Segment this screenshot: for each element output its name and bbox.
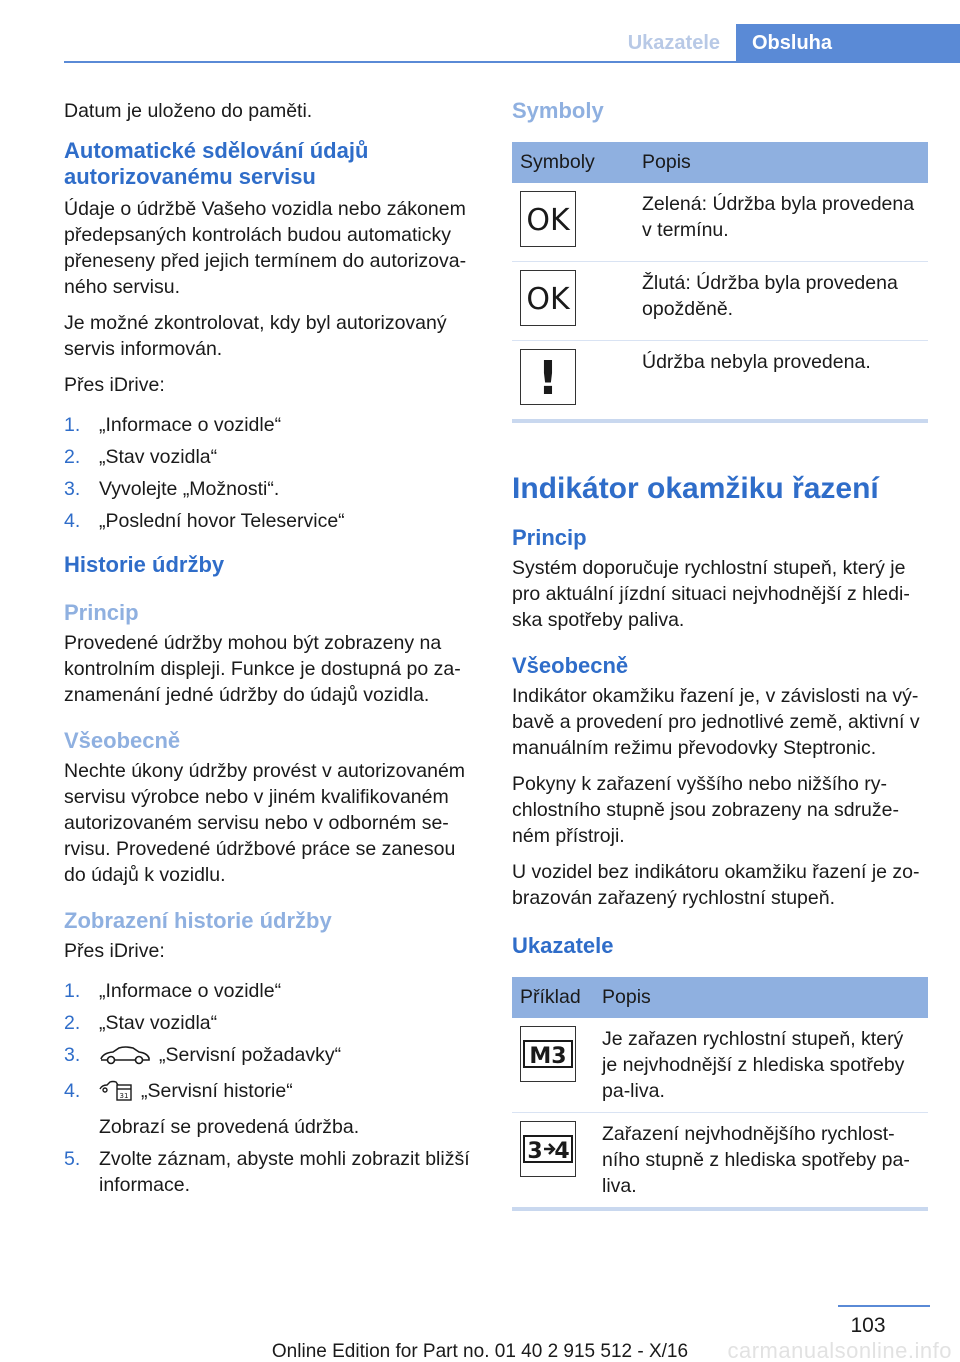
intro-text: Datum je uloženo do paměti. — [64, 100, 313, 122]
svg-text:OK: OK — [526, 282, 570, 317]
header-divider — [64, 61, 960, 63]
table-bottom-border — [512, 419, 928, 423]
via-idrive-2: Přes iDrive: — [64, 940, 165, 962]
svg-text:3: 3 — [527, 1139, 543, 1164]
auto-paragraph-2: Je možné zkontrolovat, kdy byl autorizovaný servis informován. — [64, 312, 447, 360]
gear-m3-icon — [520, 1026, 576, 1082]
heading-auto-notification: Automatické sdělování údajů autorizovanému servisu — [64, 138, 369, 189]
table-header-example: Příklad — [512, 977, 594, 1018]
princip-paragraph-left: Provedené údržby mohou být zobrazeny na kontrolním displeji. Funkce je dostupná po za-znamenání jedné údržby do údajů vozidla. — [64, 632, 461, 706]
svg-text:OK: OK — [526, 203, 570, 238]
heading-princip-left: Princip — [64, 600, 139, 625]
list-item: 2. „Stav vozidla“ — [64, 446, 218, 468]
list-item: 3. Vyvolejte „Možnosti“. — [64, 478, 280, 500]
table-header-description: Popis — [634, 142, 928, 183]
service-history-icon — [99, 1079, 133, 1108]
car-icon — [99, 1045, 151, 1072]
symbol-description: Zelená: Údržba byla provedena v termínu. — [634, 183, 928, 262]
princip-paragraph-right: Systém doporučuje rychlostní stupeň, který je pro aktuální jízdní situaci nejvhodnější z hledi-ska spotřeby paliva. — [512, 557, 910, 631]
list-item: 2. „Stav vozidla“ — [64, 1012, 218, 1034]
heading-princip-right: Princip — [512, 525, 587, 550]
table-header-row — [512, 142, 928, 183]
svg-text:31: 31 — [119, 1092, 129, 1100]
page-number-divider — [838, 1305, 930, 1307]
steps-list-2 — [64, 978, 478, 1198]
heading-maintenance-history: Historie údržby — [64, 552, 225, 577]
heading-displays: Ukazatele — [512, 933, 614, 958]
left-column — [64, 98, 478, 1208]
step-4-subtext: Zobrazí se provedená údržba. — [99, 1116, 360, 1138]
general-paragraph-right-3: U vozidel bez indikátoru okamžiku řazení je zo-brazován zařazený rychlostní stupeň. — [512, 861, 920, 909]
edition-footer: Online Edition for Part no. 01 40 2 915 512 - X/16 — [271, 1341, 689, 1362]
table-row — [512, 1018, 928, 1113]
list-item: 5. Zvolte záznam, abyste mohli zobrazit bližší informace. — [64, 1148, 470, 1196]
heading-shift-indicator: Indikátor okamžiku řazení — [512, 472, 879, 505]
table-header-description: Popis — [594, 977, 928, 1018]
table-row — [512, 183, 928, 262]
example-description: Zařazení nejvhodnějšího rychlost-ního stupně z hlediska spotřeby pa-liva. — [602, 1123, 910, 1197]
table-row — [512, 341, 928, 420]
table-row — [512, 1113, 928, 1208]
watermark: carmanualsonline.info — [727, 1338, 952, 1362]
page-number: 103 — [850, 1314, 886, 1337]
symbol-description: Údržba nebyla provedena. — [642, 351, 871, 373]
heading-general-right: Všeobecně — [512, 653, 629, 678]
heading-general-left: Všeobecně — [64, 728, 181, 753]
header-tab-ukazatele[interactable]: Ukazatele — [627, 32, 720, 54]
header-tab-obsluha[interactable]: Obsluha — [736, 24, 960, 62]
table-header-row — [512, 977, 928, 1018]
list-item: 4. „Poslední hovor Teleservice“ — [64, 510, 345, 532]
general-paragraph-left: Nechte úkony údržby provést v autorizovaném servisu výrobce nebo v jiném kvalifikovaném autorizovaném servisu nebo v odborném se-rvisu. Provedené údržbové práce se zanesou do údajů k vozidlu. — [64, 760, 466, 886]
heading-display-history: Zobrazení historie údržby — [64, 908, 332, 933]
auto-paragraph-1: Údaje o údržbě Vašeho vozidla nebo zákonem předepsaných kontrolách budou automaticky přeneseny před jejich termínem do autorizova-ného servisu. — [64, 198, 467, 298]
example-description: Je zařazen rychlostní stupeň, který je nejvhodnější z hlediska spotřeby pa-liva. — [594, 1018, 928, 1113]
symbol-description: Žlutá: Údržba byla provedena opožděně. — [634, 262, 928, 341]
heading-symbols: Symboly — [512, 98, 604, 123]
general-paragraph-right-2: Pokyny k zařazení vyššího nebo nižšího ry-chlostního stupně jsou zobrazeny na sdruže-ném přístroji. — [512, 773, 899, 847]
table-bottom-border — [512, 1207, 928, 1211]
svg-text:M3: M3 — [529, 1044, 567, 1069]
list-item: 3. „Servisní požadavky“ — [64, 1042, 478, 1072]
exclamation-icon — [520, 349, 576, 405]
list-item: 1. „Informace o vozidle“ — [64, 414, 282, 436]
page-header — [0, 24, 960, 62]
table-row — [512, 262, 928, 341]
general-paragraph-right-1: Indikátor okamžiku řazení je, v závislosti na vý-bavě a provedení pro jednotlivé země, aktivní v manuálním režimu převodovky Steptronic. — [512, 685, 920, 759]
svg-text:4: 4 — [554, 1139, 570, 1164]
shift-3-to-4-icon — [520, 1121, 576, 1177]
list-item: 4. 31 „Servisní historie“ Zobrazí se provedená údržba. — [64, 1078, 478, 1140]
symbols-table — [512, 142, 928, 419]
ok-yellow-icon — [520, 270, 576, 326]
ok-green-icon — [520, 191, 576, 247]
right-column — [512, 98, 928, 1211]
table-header-symbol: Symboly — [512, 142, 634, 183]
examples-table — [512, 977, 928, 1207]
svg-text:!: ! — [537, 351, 559, 404]
steps-list-1 — [64, 412, 478, 534]
via-idrive-1: Přes iDrive: — [64, 374, 165, 396]
list-item: 1. „Informace o vozidle“ — [64, 980, 282, 1002]
